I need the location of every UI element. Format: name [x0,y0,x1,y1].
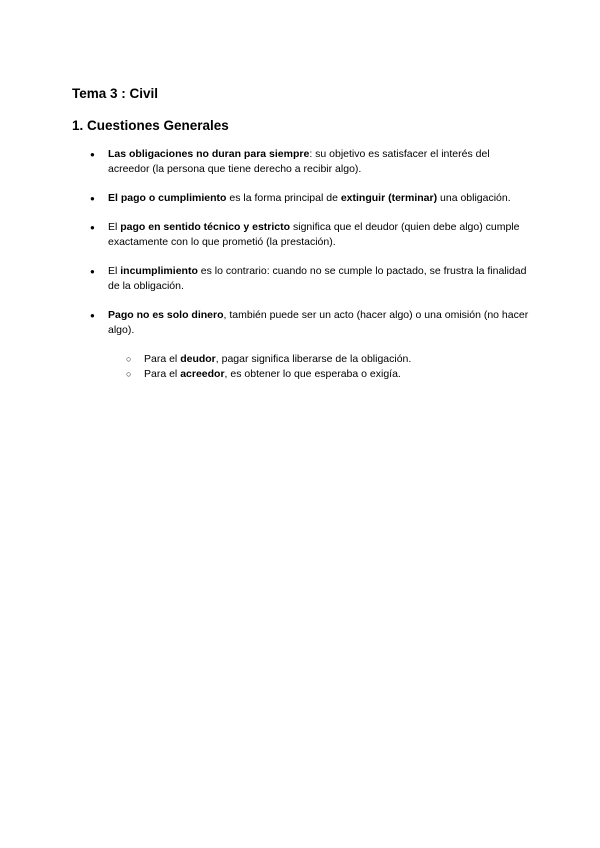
bold-phrase: incumplimiento [120,265,198,277]
item-text: es la forma principal de [226,192,341,204]
item-text: significa que el deudor (quien debe algo) cumple exactamente con lo que prometió (la prestación). [108,221,520,248]
bold-phrase: Pago no es solo dinero [108,309,224,321]
bullet-list [90,147,530,396]
sub-list-item [126,352,530,367]
bold-phrase: extinguir (terminar) [340,192,438,204]
bold-phrase: Las obligaciones no duran para siempre [108,148,310,160]
item-prefix: El [108,221,121,233]
list-item [90,220,530,250]
bold-phrase: deudor [180,353,216,365]
item-prefix: El [108,265,121,277]
item-text: , pagar significa liberarse de la obligación. [215,353,412,365]
item-text: es lo contrario: cuando no se cumple lo pactado, se frustra la finalidad de la obligación. [108,265,527,292]
sub-list-item [126,367,530,382]
sub-list [126,352,530,382]
item-text: una obligación. [437,192,511,204]
item-prefix: Para el [144,368,181,380]
item-text: , también puede ser un acto (hacer algo) o una omisión (no hacer algo). [108,309,529,336]
bold-phrase: pago en sentido técnico y estricto [120,221,291,233]
bold-phrase: El pago o cumplimiento [108,192,227,204]
bold-phrase: acreedor [180,368,225,380]
list-item [90,147,530,177]
list-item [90,264,530,294]
list-item [90,308,530,382]
item-text: , es obtener lo que esperaba o exigía. [224,368,401,380]
item-prefix: Para el [144,353,181,365]
item-text: : su objetivo es satisfacer el interés del acreedor (la persona que tiene derecho a recibir algo). [108,148,490,175]
page-title: Tema 3 : Civil [72,86,159,101]
section-heading: 1. Cuestiones Generales [72,118,229,133]
list-item [90,191,530,206]
